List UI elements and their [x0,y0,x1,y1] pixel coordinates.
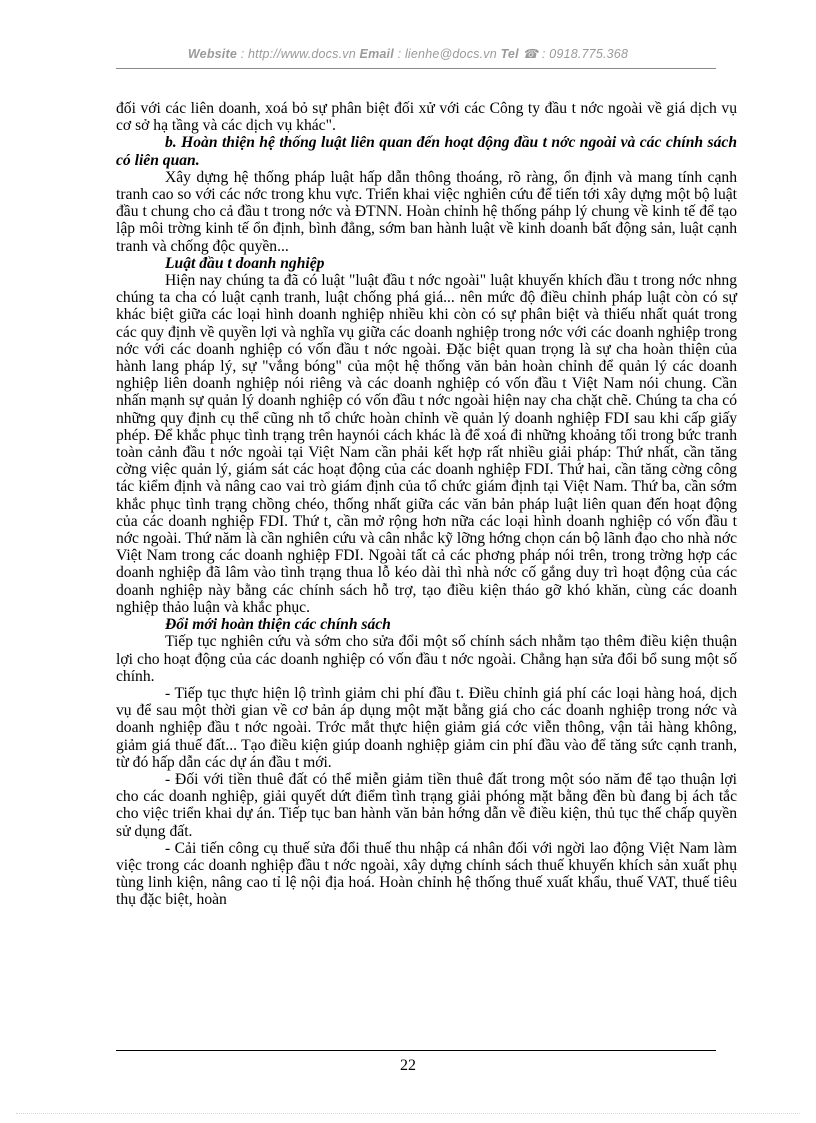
footer-divider [116,1050,716,1051]
website-url[interactable]: : http://www.docs.vn [240,47,356,61]
header-divider [116,68,716,69]
email-address[interactable]: : lienhe@docs.vn [397,47,497,61]
bullet-cost-reduction: - Tiếp tục thực hiện lộ trình giảm chi phí đầu t. Điều chỉnh giá phí các loại hàng hoá, dịch vụ để sau một thời gian về cơ bản áp dụng một mặt bằng giá cho các doanh nghiệp trong nớc và doanh nghiệp đầu t nớc ngoài. Trớc mắt thực hiện giảm giá cớc viễn thông, vận tải hàng không, giảm giá thuế đất... Tạo điều kiện giúp doanh nghiệp giảm cin phí đầu vào để tăng sức cạnh tranh, từ đó hấp dẫn các dự án đầu t mới. [116,684,737,771]
document-body [116,100,737,909]
paragraph-investment-law: Hiện nay chúng ta đã có luật "luật đầu t nớc ngoài" luật khuyến khích đầu t trong nớc nhng chúng ta cha có luật cạnh tranh, luật chống phá giá... nên mức độ điều chỉnh pháp luật còn có sự khác biệt giữa các loại hình doanh nghiệp nhiều khi còn có sự phân biệt và thiếu nhất quát trong các quy định về quyền lợi và nghĩa vụ giữa các doanh nghiệp trong nớc với các doanh nghiệp trong nớc với các doanh nghiệp có vốn đầu t nớc ngoài. Đặc biệt quan trọng là sự cha hoàn thiện của hành lang pháp lý, sự "vắng bóng" của một hệ thống văn bản hoàn chỉnh để quản lý các doanh nghiệp liên doanh nghiệp nói riêng và các doanh nghiệp có vốn đầu t Việt Nam nói chung. Cần nhấn mạnh sự quản lý doanh nghiệp có vốn đầu t nớc ngoài hiện nay cha chặt chẽ. Chúng ta cha có những quy định cụ thể cũng nh tổ chức hoàn chỉnh về quản lý doanh nghiệp FDI sau khi cấp giấy phép. Để khắc phục tình trạng trên haynói cách khác là để xoá đi những khoảng tối trong bức tranh toàn cảnh đầu t nớc ngoài tại Việt Nam cần phải kết hợp rất nhiều giải pháp: Thứ nhất, cần tăng cờng việc quản lý, giám sát các hoạt động của các doanh nghiệp FDI. Thứ hai, cần tăng cờng công tác kiểm định và nâng cao vai trò giám định của tổ chức giám định tại Việt Nam. Thứ ba, cần sớm khắc phục tình trạng chồng chéo, thống nhất giữa các văn bản pháp luật liên quan đến hoạt động của các doanh nghiệp FDI. Thứ t, cần mở rộng hơn nữa các loại hình doanh nghiệp có vốn đầu t nớc ngoài. Thứ năm là cần nghiên cứu và cân nhắc kỹ lỡng hớng chọn cán bộ lãnh đạo cho nhà nớc Việt Nam trong các doanh nghiệp FDI. Ngoài tất cả các phơng pháp nói trên, trong trờng hợp các doanh nghiệp đã lâm vào tình trạng thua lỗ kéo dài thì nhà nớc cố gắng duy trì hoạt động của các doanh nghiệp này bằng các chính sách hỗ trợ, tạo điều kiện tháo gỡ khó khăn, cùng các doanh nghiệp thảo luận và khắc phục. [116,272,737,616]
paragraph-continuation: đối với các liên doanh, xoá bỏ sự phân biệt đối xử với các Công ty đầu t nớc ngoài về giá dịch vụ cơ sở hạ tầng và các dịch vụ khác". [116,100,737,135]
page-bottom-border [16,1113,800,1114]
section-heading-b: b. Hoàn thiện hệ thống luật liên quan đến hoạt động đầu t nớc ngoài và các chính sách có liên quan. [116,134,737,169]
page-number: 22 [400,1057,416,1074]
paragraph-legal-system: Xây dựng hệ thống pháp luật hấp dẫn thông thoáng, rõ ràng, ổn định và mang tính cạnh tranh cao so với các nớc trong khu vực. Triển khai việc nghiên cứu để tiến tới xây dựng một bộ luật đầu t chung cho cả đầu t trong nớc và ĐTNN. Hoàn chỉnh hệ thống páhp lý chung về kinh tế để tạo lập môi trờng kinh tế ổn định, bình đẳng, sớm ban hành luật về kinh doanh bất động sản, luật cạnh tranh và chống độc quyền... [116,168,737,255]
website-label: Website [187,47,237,61]
subheading-policy-reform: Đổi mới hoàn thiện các chính sách [165,616,391,634]
paragraph-policy-reform: Tiếp tục nghiên cứu và sớm cho sửa đổi một số chính sách nhằm tạo thêm điều kiện thuận lợi cho hoạt động của các doanh nghiệp có vốn đầu t nớc ngoài. Chẳng hạn sửa đổi bổ sung một số chính. [116,633,737,685]
bullet-tax-reform: - Cải tiến công cụ thuế sửa đổi thuế thu nhập cá nhân đối với ngời lao động Việt Nam làm việc trong các doanh nghiệp đầu t nớc ngoài, xây dựng chính sách thuế khuyến khích sản xuất phụ tùng linh kiện, nâng cao tỉ lệ nội địa hoá. Hoàn chỉnh hệ thống thuế xuất khẩu, thuế VAT, thuế tiêu thụ đặc biệt, hoàn [116,839,737,909]
subheading-investment-law: Luật đầu t doanh nghiệp [165,254,325,272]
page-header [0,46,816,61]
tel-number: ☎ : 0918.775.368 [522,47,629,61]
bullet-land-rent: - Đối với tiền thuê đất có thể miễn giảm tiền thuê đất trong một sóo năm để tạo thuận lợi cho các doanh nghiệp, giải quyết dứt điểm tình trạng giải phóng mặt bằng đền bù đang bị ách tắc cho việc triển khai dự án. Tiếp tục ban hành văn bản hớng dẫn về điều kiện, thủ tục thế chấp quyền sử dụng đất. [116,770,737,840]
tel-label: Tel [500,47,519,61]
email-label: Email [359,47,394,61]
